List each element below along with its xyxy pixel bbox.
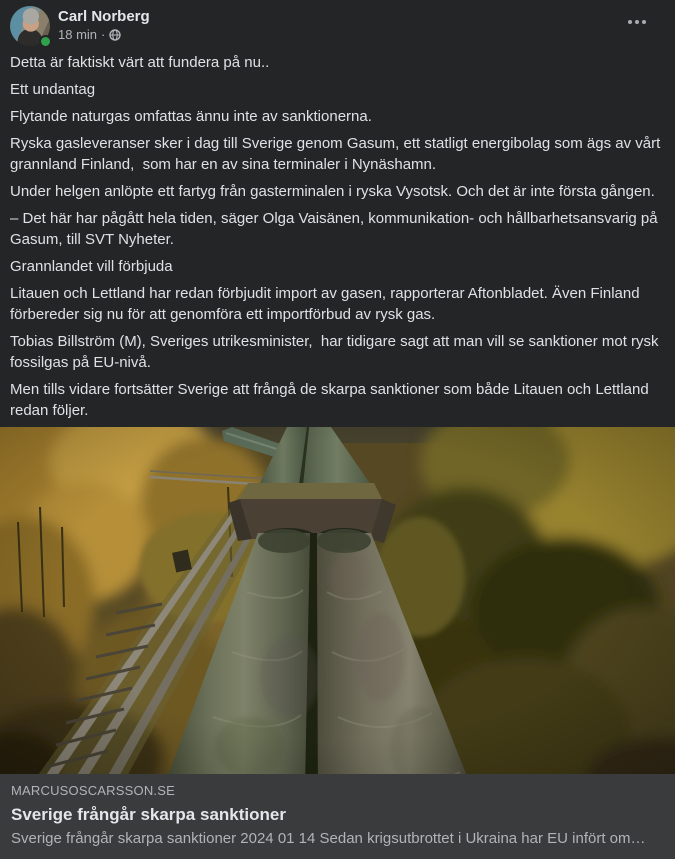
ellipsis-icon bbox=[628, 20, 632, 24]
author-name[interactable]: Carl Norberg bbox=[58, 8, 150, 25]
post-text bbox=[0, 50, 675, 427]
post-paragraph: Grannlandet vill förbjuda bbox=[10, 258, 173, 276]
more-options-button[interactable] bbox=[621, 12, 653, 32]
post-paragraph: Detta är faktiskt värt att fundera på nu.. bbox=[10, 54, 270, 72]
header-text bbox=[58, 6, 150, 42]
avatar[interactable] bbox=[10, 6, 50, 46]
globe-icon bbox=[109, 29, 121, 41]
post-paragraph: Litauen och Lettland har redan förbjudit import av gasen, rapporterar Aftonbladet. Även Finland förbereder sig nu för att genomföra ett importförbud av rysk gas. bbox=[10, 285, 644, 324]
post-paragraph: Ryska gasleveranser sker i dag till Sverige genom Gasum, ett statligt energibolag som ägs av vårt grannland Finland, som har en av sina terminaler i Nynäshamn. bbox=[10, 135, 665, 174]
link-description: Sverige frångår skarpa sanktioner 2024 01 14 Sedan krigsutbrottet i Ukraina har EU infört om… bbox=[11, 830, 646, 847]
post-paragraph: Under helgen anlöpte ett fartyg från gasterminalen i ryska Vysotsk. Och det är inte första gången. bbox=[10, 183, 655, 201]
post-meta bbox=[58, 27, 150, 42]
post-header bbox=[0, 0, 675, 50]
pipeline-photo-illustration bbox=[0, 427, 675, 774]
post-paragraph: – Det här har pågått hela tiden, säger Olga Vaisänen, kommunikation- och hållbarhetsansvarig på Gasum, till SVT Nyheter. bbox=[10, 210, 662, 249]
post-paragraph: Tobias Billström (M), Sveriges utrikesminister, har tidigare sagt att man vill se sanktioner mot rysk fossilgas på EU-nivå. bbox=[10, 333, 663, 372]
post-paragraph: Flytande naturgas omfattas ännu inte av sanktionerna. bbox=[10, 108, 372, 126]
timestamp[interactable]: 18 min bbox=[58, 27, 98, 42]
post-paragraph: Ett undantag bbox=[10, 81, 96, 99]
link-preview-card[interactable] bbox=[0, 774, 675, 859]
post-paragraph: Men tills vidare fortsätter Sverige att frångå de skarpa sanktioner som både Litauen och Lettland redan följer. bbox=[10, 381, 653, 420]
online-status-dot bbox=[39, 35, 52, 48]
link-title: Sverige frångår skarpa sanktioner bbox=[11, 805, 286, 824]
meta-separator: · bbox=[101, 27, 106, 42]
link-domain: MARCUSOSCARSSON.SE bbox=[11, 783, 175, 798]
post-image-pipelines[interactable] bbox=[0, 427, 675, 774]
